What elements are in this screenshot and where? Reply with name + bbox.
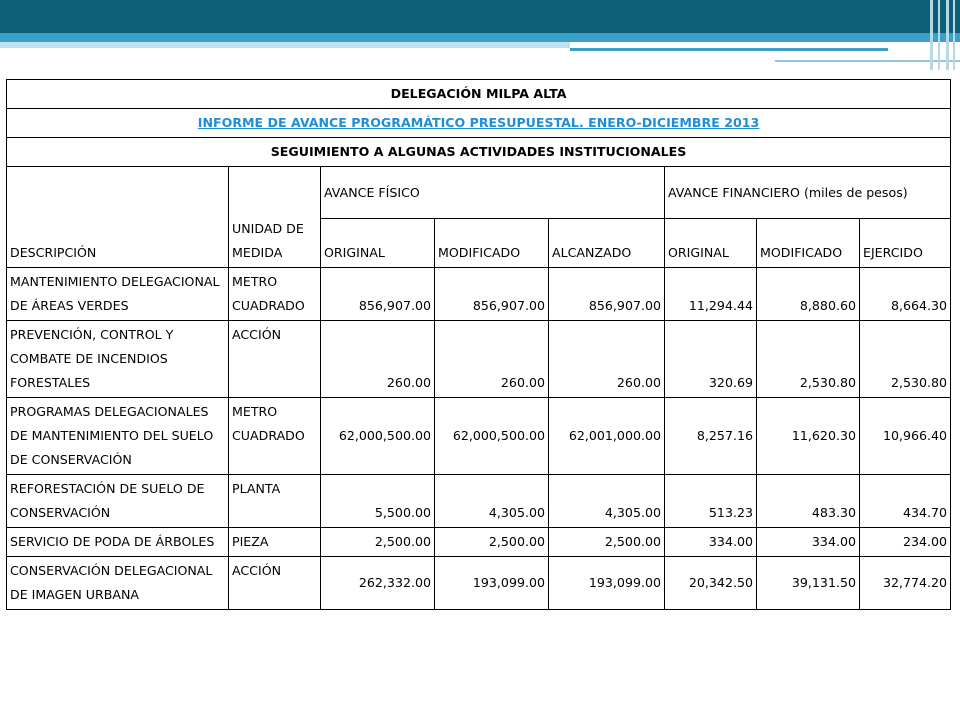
row-fis-modificado: 62,000,500.00 [435,398,549,475]
row-fis-original: 2,500.00 [321,528,435,557]
column-header-modificado-financiero: MODIFICADO [757,219,860,268]
column-header-original-financiero: ORIGINAL [665,219,757,268]
column-header-descripcion: DESCRIPCIÓN [7,167,229,268]
row-unidad: METRO CUADRADO [229,268,321,321]
row-descripcion: SERVICIO DE PODA DE ÁRBOLES [7,528,229,557]
table-row [7,398,951,475]
row-fin-ejercido: 234.00 [860,528,951,557]
row-unidad: PLANTA [229,475,321,528]
row-fis-original: 260.00 [321,321,435,398]
row-fin-modificado: 8,880.60 [757,268,860,321]
report-subtitle-link[interactable]: INFORME DE AVANCE PROGRAMÁTICO PRESUPUESTAL. ENERO-DICIEMBRE 2013 [197,115,760,130]
row-descripcion: PREVENCIÓN, CONTROL Y COMBATE DE INCENDIOS FORESTALES [7,321,229,398]
report-table [6,79,951,610]
row-fin-ejercido: 434.70 [860,475,951,528]
header-band-light [0,33,960,42]
table-row [7,557,951,610]
row-fin-ejercido: 32,774.20 [860,557,951,610]
column-header-modificado: MODIFICADO [435,219,549,268]
row-fin-original: 8,257.16 [665,398,757,475]
report-title: DELEGACIÓN MILPA ALTA [7,80,951,109]
header-band-dark [0,0,960,33]
row-fis-modificado: 2,500.00 [435,528,549,557]
decorative-stripe [946,0,949,70]
row-descripcion: CONSERVACIÓN DELEGACIONAL DE IMAGEN URBANA [7,557,229,610]
row-descripcion: MANTENIMIENTO DELEGACIONAL DE ÁREAS VERDES [7,268,229,321]
row-fis-modificado: 193,099.00 [435,557,549,610]
row-fis-modificado: 260.00 [435,321,549,398]
row-unidad: METRO CUADRADO [229,398,321,475]
row-fin-original: 20,342.50 [665,557,757,610]
row-fis-alcanzado: 856,907.00 [549,268,665,321]
row-fis-original: 856,907.00 [321,268,435,321]
header-accent-line [570,48,888,51]
row-descripcion: REFORESTACIÓN DE SUELO DE CONSERVACIÓN [7,475,229,528]
row-fin-ejercido: 8,664.30 [860,268,951,321]
row-unidad: ACCIÓN [229,557,321,610]
row-unidad: ACCIÓN [229,321,321,398]
row-fin-modificado: 2,530.80 [757,321,860,398]
row-fis-alcanzado: 260.00 [549,321,665,398]
row-fis-original: 262,332.00 [321,557,435,610]
row-fin-ejercido: 2,530.80 [860,321,951,398]
table-row [7,528,951,557]
row-fin-modificado: 483.30 [757,475,860,528]
row-fis-alcanzado: 193,099.00 [549,557,665,610]
row-fin-original: 320.69 [665,321,757,398]
row-fin-original: 513.23 [665,475,757,528]
column-header-avance-fisico: AVANCE FÍSICO [321,167,665,219]
decorative-stripe [953,0,955,70]
table-row [7,321,951,398]
decorative-stripe [930,0,933,70]
row-fin-modificado: 11,620.30 [757,398,860,475]
row-fin-modificado: 334.00 [757,528,860,557]
table-row [7,475,951,528]
row-unidad: PIEZA [229,528,321,557]
column-header-ejercido: EJERCIDO [860,219,951,268]
row-fin-ejercido: 10,966.40 [860,398,951,475]
row-fis-alcanzado: 62,001,000.00 [549,398,665,475]
row-fin-modificado: 39,131.50 [757,557,860,610]
row-fis-modificado: 856,907.00 [435,268,549,321]
column-header-avance-financiero: AVANCE FINANCIERO (miles de pesos) [665,167,951,219]
row-fis-alcanzado: 4,305.00 [549,475,665,528]
column-header-unidad: UNIDAD DE MEDIDA [229,167,321,268]
row-descripcion: PROGRAMAS DELEGACIONALES DE MANTENIMIENTO DEL SUELO DE CONSERVACIÓN [7,398,229,475]
decorative-stripe [938,0,940,70]
row-fin-original: 334.00 [665,528,757,557]
column-header-original: ORIGINAL [321,219,435,268]
row-fis-original: 5,500.00 [321,475,435,528]
column-header-alcanzado: ALCANZADO [549,219,665,268]
row-fis-original: 62,000,500.00 [321,398,435,475]
row-fis-alcanzado: 2,500.00 [549,528,665,557]
header-band-pale [0,42,570,48]
report-section-title: SEGUIMIENTO A ALGUNAS ACTIVIDADES INSTITUCIONALES [7,138,951,167]
table-row [7,268,951,321]
row-fis-modificado: 4,305.00 [435,475,549,528]
row-fin-original: 11,294.44 [665,268,757,321]
